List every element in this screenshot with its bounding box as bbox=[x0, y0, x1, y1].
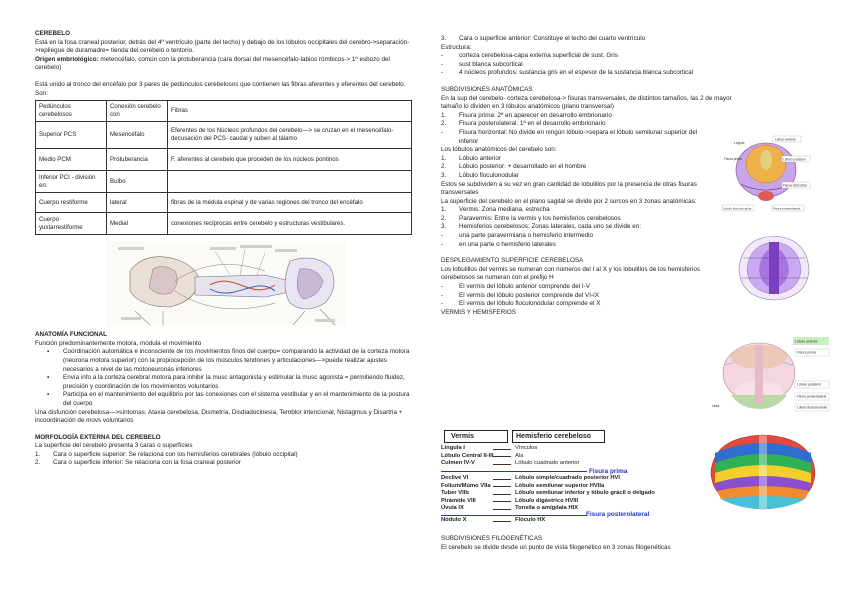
despliegamiento-intro: Los lobulillos del vermis se numeran con números del I al X y los lobulillos de los hemisferios cerebelosos se numeran con el prefijo H bbox=[441, 265, 700, 282]
filogeneticas-text: El cerebelo se divide desde un punto de vista filogenético en 3 zonas filogenéticas bbox=[441, 543, 671, 551]
table-cell: Superior PCS bbox=[36, 122, 107, 149]
list-text: Cara o superficie anterior: Constituye el techo del cuarto ventrículo bbox=[459, 35, 646, 42]
table-cell: Eferentes de los Núcleos profundos del cerebelo—> se cruzan en el mesencéfalo- decusación del PCS- caudal y suben al tálamo bbox=[168, 122, 412, 149]
despliegamiento-title: DESPLEGAMIENTO SUPERFICIE CEREBELOSA bbox=[441, 257, 584, 265]
list-item bbox=[441, 292, 711, 301]
bullet-text: Coordinación automática e inconsciente de los movimientos finos del cuerpo= comparando la actividad de la corteza motora (neurona motora superior) con la propiocepción de los músculos tendones y articulaciones—>puede realizar ajustes necesarios a nivel de las motoneuronas inferiores bbox=[63, 348, 410, 373]
list-item bbox=[441, 61, 741, 70]
list-number: 1. bbox=[441, 206, 447, 214]
table-cell: Mesencéfalo bbox=[107, 122, 168, 149]
list-item bbox=[441, 223, 711, 232]
right-column bbox=[441, 35, 741, 317]
dash-icon: - bbox=[441, 69, 444, 77]
lobes-diagram bbox=[720, 134, 812, 216]
filogeneticas-section bbox=[441, 535, 741, 552]
table-row bbox=[36, 193, 412, 213]
list-number: 3. bbox=[441, 35, 447, 42]
list-number: 2. bbox=[35, 459, 41, 467]
vermis-cell: Culmen IV-V bbox=[441, 460, 475, 466]
table-row bbox=[36, 149, 412, 171]
connector-line bbox=[493, 456, 511, 457]
table-row bbox=[36, 171, 412, 193]
hemisferio-cell: Lóbulo simple/cuadrado posterior HVI bbox=[515, 475, 621, 481]
list-text: Paravermis: Entre la vermis y los hemisferios cerebelosos bbox=[459, 214, 621, 222]
table-cell: fibras de la médula espinal y de varias regiones del tronco del encéfalo bbox=[168, 193, 412, 213]
list-number: 2. bbox=[441, 120, 447, 128]
lobes-drawing bbox=[720, 134, 812, 216]
table-cell: lateral bbox=[107, 193, 168, 213]
list-text: Lóbulo floculonodular bbox=[459, 171, 519, 179]
cerebelo-title: CEREBELO bbox=[35, 30, 70, 37]
list-item bbox=[441, 241, 711, 250]
morfologia-title: MORFOLOGÍA EXTERNA DEL CEREBELO bbox=[35, 433, 161, 441]
sagital-text: La superficie del cerebelo en el plano sagital se divide por 2 surcos en 3 zonas anatómicas: bbox=[441, 197, 697, 205]
origin-text: metencéfalo, común con la protuberancia (cara dorsal del mesencéfalo-labios rómbicos-> 1º esbozo del cerebelo) bbox=[35, 55, 390, 72]
list-number: - bbox=[441, 240, 444, 248]
vermis-subtitle: VERMIS Y HEMISFERIOS bbox=[441, 308, 516, 316]
list-item bbox=[441, 35, 741, 44]
list-number: 3. bbox=[441, 171, 447, 179]
funcional-title: ANATOMÍA FUNCIONAL bbox=[35, 331, 107, 339]
list-item bbox=[35, 374, 412, 391]
list-text: Fisura posterolateral: 1ª en el desarrollo embrionario bbox=[459, 120, 606, 128]
list-text: Cara o superficie superior: Se relaciona con los hemisferios cerebrales (lóbulo occipital) bbox=[53, 450, 298, 458]
left-column bbox=[35, 30, 412, 468]
connector-line bbox=[493, 486, 511, 487]
hemisferio-cell: Lóbulo digástrico HVIII bbox=[515, 497, 579, 504]
list-text: El vermis del lóbulo posterior comprende del VI-IX bbox=[459, 291, 599, 299]
bullet-text: Participa en el mantenimiento del equilibrio por las conexiones con el sistema vestibular y en el mantenimiento de la postura del cuerpo bbox=[63, 391, 410, 407]
figure-label: Fisura horizontal bbox=[783, 183, 807, 188]
list-item bbox=[441, 300, 711, 309]
hemisferio-cell: Flóculo HX bbox=[515, 517, 546, 523]
estructura-label: Estructura: bbox=[441, 43, 472, 51]
fisura-posterolateral-label: Fisura posterolateral bbox=[586, 511, 650, 518]
figure-label: Lóbulo posterior bbox=[797, 382, 822, 387]
vermis-cell: Nódulo X bbox=[441, 517, 467, 523]
list-item bbox=[441, 163, 711, 172]
list-text: Lóbulo anterior bbox=[459, 154, 502, 162]
origin-label: Origen embriológico: bbox=[35, 55, 99, 63]
table-cell: Protuberancia bbox=[107, 149, 168, 171]
vermis-table-row bbox=[441, 453, 681, 460]
hemisferio-cell: Tonsila o amígdala HIX bbox=[515, 505, 579, 511]
lobules-color-diagram bbox=[707, 429, 819, 515]
list-item bbox=[35, 451, 412, 460]
table-row bbox=[36, 122, 412, 149]
list-item bbox=[441, 232, 711, 241]
list-text: Fisura prima: 2ª en aparecer en desarrollo embrionario bbox=[459, 111, 612, 119]
list-item bbox=[441, 155, 711, 164]
vermis-cell: Tuber VIIb bbox=[441, 490, 469, 496]
table-cell: Medio PCM bbox=[36, 149, 107, 171]
vermis-cell: Lóbulo Central II-III bbox=[441, 452, 494, 459]
connector-line bbox=[493, 501, 511, 502]
list-item bbox=[441, 206, 711, 215]
dash-icon: - bbox=[441, 300, 444, 308]
vermis-cell: Folium/Múmo VIIa bbox=[441, 482, 491, 489]
hemisferio-cell: Ala bbox=[515, 452, 524, 459]
dysfunction-text: Una disfunción cerebelosa—>síntomas: Ataxia cerebelosa, Dismetría, Disdiadocinesia, Temblor intencional, Nistagmus y Disartria + incoordinación de movs voluntarios bbox=[35, 408, 403, 425]
vermis-table-row bbox=[441, 460, 681, 467]
figure-label: Lóbulo anterior bbox=[775, 137, 797, 142]
list-text: Vermis: Zona mediana, estrecha bbox=[459, 206, 550, 214]
hemisferio-header: Hemisferio cerebeloso bbox=[512, 430, 605, 443]
morfologia-intro: La superficie del cerebelo presenta 3 caras o superficies bbox=[35, 442, 193, 450]
funcional-intro: Función predominantemente motora, modula el movimiento bbox=[35, 339, 202, 347]
list-item bbox=[35, 348, 412, 374]
subdivisiones-title: SUBDIVISIONES ANATÓMICAS bbox=[441, 85, 533, 93]
bullet-text: Envía info a la corteza cerebral motora para inhibir la musc antagonista y estimular la musc agonista = permitiendo fluidez, precisión y coordinación de los movimientos voluntarios bbox=[63, 374, 405, 390]
list-number: 1. bbox=[441, 154, 447, 162]
unfolded-surface-diagram bbox=[711, 335, 831, 415]
list-text: corteza cerebelosa-capa externa superficial de sust. Gris bbox=[459, 52, 618, 60]
list-text: Hemisferios cerebelosos: Zonas laterales, cada uno se divide en: bbox=[459, 223, 642, 231]
figure-label: Lóbulo floculonodular bbox=[797, 405, 828, 410]
lobulos-intro: Los lóbulos anatómicos del cerebelo son: bbox=[441, 146, 557, 154]
list-item bbox=[35, 459, 412, 468]
dash-icon: - bbox=[441, 283, 444, 291]
list-number: 2. bbox=[441, 163, 447, 171]
connector-line bbox=[493, 521, 511, 522]
list-number: 3. bbox=[441, 223, 447, 231]
zones-drawing bbox=[733, 228, 815, 306]
unfolded-drawing bbox=[711, 335, 831, 415]
list-text: El vermis del lóbulo anterior comprende del I-V bbox=[459, 283, 590, 291]
vermis-header: Vermis bbox=[444, 430, 508, 443]
connector-line bbox=[493, 449, 511, 450]
table-row bbox=[36, 213, 412, 235]
list-number: 1. bbox=[35, 450, 41, 458]
figure-label: Fisura posterolateral bbox=[773, 206, 801, 211]
connector-line bbox=[493, 479, 511, 480]
list-text: Fisura horizontal: No divide en ningún lóbulo->separa el lóbulo semilunar superior del inferior bbox=[459, 128, 698, 145]
vermis-cell: Pirámide VIII bbox=[441, 497, 476, 504]
list-text: una parte paravermiana o hemisferio intermedio bbox=[459, 232, 594, 240]
list-item bbox=[441, 112, 711, 121]
list-item bbox=[35, 391, 412, 408]
list-item bbox=[441, 120, 711, 129]
vermis-cell: Declive VI bbox=[441, 475, 469, 481]
brainstem-drawing bbox=[35, 241, 412, 327]
vermis-cell: Úvula IX bbox=[441, 505, 464, 511]
bullet-icon: ▪ bbox=[47, 374, 50, 382]
vermis-hemisferio-table bbox=[441, 430, 681, 526]
figure-label: Fisura prima bbox=[724, 157, 742, 161]
vermis-table-row bbox=[441, 475, 681, 482]
table-cell bbox=[168, 171, 412, 193]
list-text: sust blanca subcortical bbox=[459, 60, 523, 68]
list-text: Cara o superficie inferior: Se relaciona con la fosa craneal posterior bbox=[53, 459, 241, 467]
table-cell: Cuerpo yuxtarrestiforme bbox=[36, 213, 107, 235]
list-number: - bbox=[441, 232, 444, 240]
zones-diagram bbox=[733, 228, 815, 306]
dash-icon: - bbox=[441, 52, 444, 60]
hemisferio-cell: Lóbulo semilunar inferior y lóbulo grácil o delgado bbox=[515, 490, 655, 496]
list-item bbox=[441, 129, 709, 146]
list-item bbox=[441, 52, 741, 61]
origin-paragraph bbox=[35, 56, 412, 73]
table-cell: F. aferentes al cerebelo que proceden de los núcleos pontinos bbox=[168, 149, 412, 171]
fissure-line bbox=[441, 471, 587, 472]
vermis-table-row bbox=[441, 483, 681, 490]
peduncles-table bbox=[35, 100, 412, 235]
dash-icon: - bbox=[441, 60, 444, 68]
bullet-icon: ▪ bbox=[47, 348, 50, 356]
connector-line bbox=[493, 494, 511, 495]
table-cell: Cuerpo restiforme bbox=[36, 193, 107, 213]
table-header-row bbox=[36, 101, 412, 122]
figure-label: Língula bbox=[734, 141, 745, 145]
connector-line bbox=[493, 464, 511, 465]
lobulillos-text: Estos se subdividen a su vez en gran cantidad de lobulillos por la presencia de otras fisuras transversales bbox=[441, 180, 697, 197]
figure-label: Lóbulo anterior bbox=[795, 339, 818, 344]
list-number: 2. bbox=[441, 214, 447, 222]
figure-label: Lóbulo posterior bbox=[783, 157, 806, 162]
list-item bbox=[441, 283, 711, 292]
figure-label: clota bbox=[712, 404, 720, 408]
list-item bbox=[441, 215, 711, 224]
subdivisiones-intro: En la sup del cerebelo- corteza cerebelosa-> fisuras transversales, de distintos tamaños, las 2 de mayor tamaño lo dividen en 3 lóbulos anatómicos (plano transversal) bbox=[441, 94, 732, 111]
vermis-table-row bbox=[441, 498, 681, 505]
connector-line bbox=[493, 509, 511, 510]
fissure-line bbox=[441, 515, 587, 516]
list-text: Lóbulo posterior: + desarrollado en el hombre bbox=[459, 163, 587, 171]
dash-icon: - bbox=[441, 291, 444, 299]
hemisferio-cell: Vínculos bbox=[515, 445, 538, 451]
figure-label: Lóbulo floculonodular bbox=[723, 206, 752, 211]
list-number: 1. bbox=[441, 111, 447, 119]
table-header-cell: Conexión cerebelo con bbox=[107, 101, 168, 122]
table-cell: Bulbo bbox=[107, 171, 168, 193]
table-header-cell: Fibras bbox=[168, 101, 412, 122]
vermis-table-row bbox=[441, 490, 681, 497]
list-text: 4 núcleos profundos: sustancia gris en el espesor de la sustancia blanca subcortical bbox=[459, 69, 694, 77]
filogeneticas-title: SUBDIVISIONES FILOGENÉTICAS bbox=[441, 535, 543, 542]
lobules-drawing bbox=[707, 429, 819, 515]
list-text: en una parte o hemisferio laterales bbox=[459, 240, 556, 248]
list-text: El vermis del lóbulo floculonodular comprende el X bbox=[459, 300, 601, 308]
list-item bbox=[441, 172, 711, 181]
hemisferio-cell: Lóbulo cuadrado anterior bbox=[515, 460, 580, 466]
vermis-table-row bbox=[441, 445, 681, 452]
table-header-cell: Pedúnculos cerebelosos bbox=[36, 101, 107, 122]
bullet-icon: ▪ bbox=[47, 391, 50, 399]
fisura-prima-label: Fisura prima bbox=[589, 468, 628, 475]
list-item bbox=[441, 69, 741, 78]
table-cell: Medial bbox=[107, 213, 168, 235]
hemisferio-cell: Lóbulo semilunar superior HVIIa bbox=[515, 482, 605, 489]
cerebelo-paragraph-2: Está unido al tronco del encéfalo por 3 pares de pedúnculos cerebelosos que contienen las fibras aferentes y eferentes del cerebelo. Son: bbox=[35, 80, 406, 97]
figure-label: Fisura posterolateral bbox=[797, 394, 827, 399]
figure-label: Fisura prima bbox=[797, 350, 816, 355]
cerebelo-paragraph-1: Está en la fosa craneal posterior, detrás del 4º ventrículo (parte del techo) y debajo de los lóbulos occipitales del cerebro->separación->repliegue de duramadre= tienda del cerebelo o tentorio. bbox=[35, 38, 410, 55]
list-number: - bbox=[441, 128, 444, 136]
vermis-cell: Língula I bbox=[441, 445, 465, 451]
table-cell: Inferior PCI - división en: bbox=[36, 171, 107, 193]
brainstem-illustration bbox=[35, 241, 412, 327]
table-cell: conexiones recíprocas entre cerebelo y estructuras vestibulares. bbox=[168, 213, 412, 235]
